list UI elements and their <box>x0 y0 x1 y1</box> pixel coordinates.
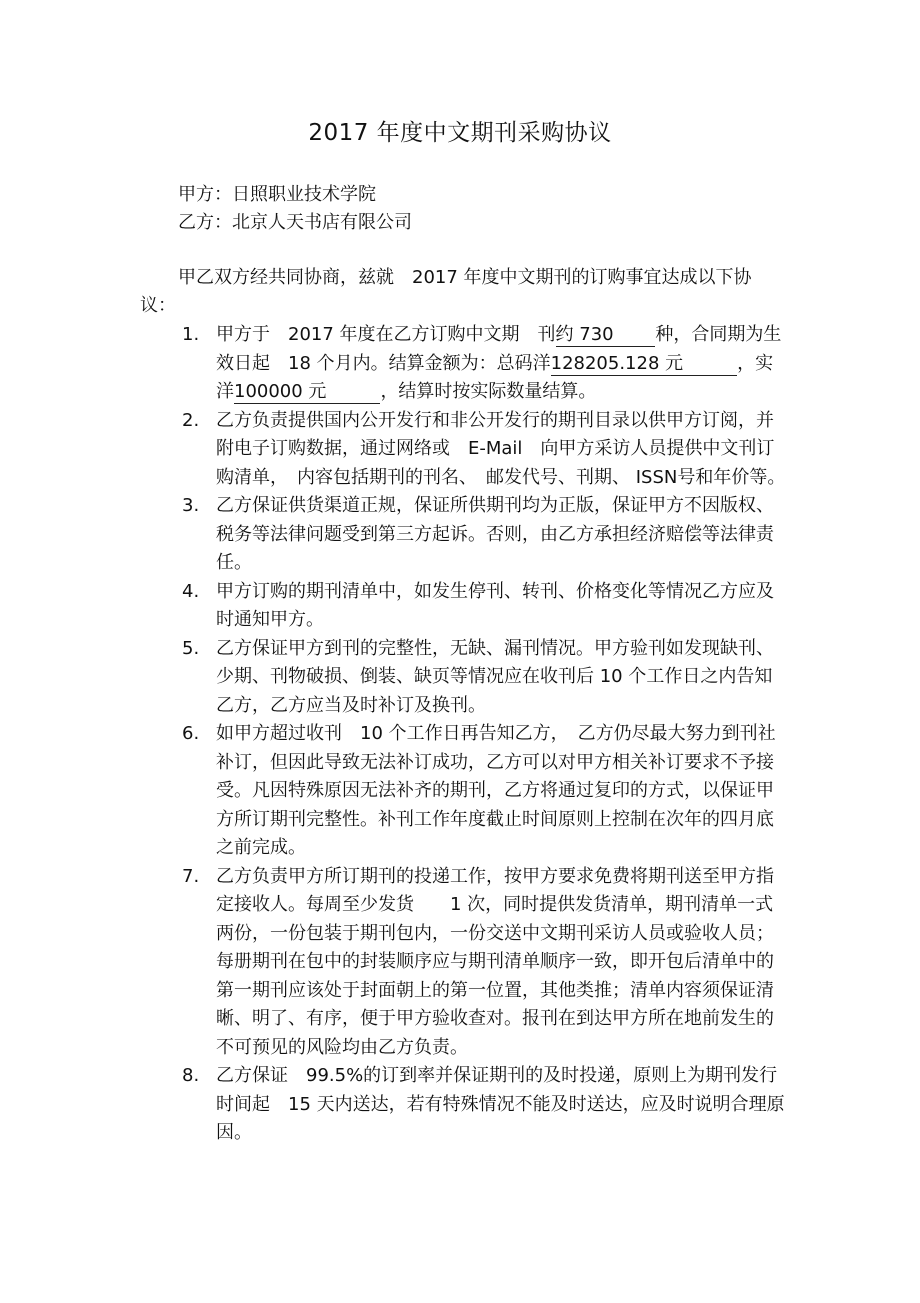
clause-item <box>140 492 790 578</box>
clause-text-part: ，实洋 <box>216 352 774 402</box>
clause-text: 如甲方超过收刊 10 个工作日再告知乙方， 乙方仍尽最大努力到刊社补订，但因此导致无法补订成功，乙方可以对甲方相关补订要求不予接受。凡因特殊原因无法补齐的期刊，乙方将通过复印的方式，以保证甲方所订期刊完整性。补刊工作年度截止时间原则上控制在次年的四月底之前完成。 <box>216 723 776 858</box>
intro-paragraph: 甲乙双方经共同协商，兹就 2017 年度中文期刊的订购事宜达成以下协议： <box>140 267 752 316</box>
clause-item <box>140 863 790 1063</box>
clause-item <box>140 321 790 407</box>
clause-text: 乙方保证供货渠道正规，保证所供期刊均为正版，保证甲方不因版权、税务等法律问题受到第三方起诉。否则，由乙方承担经济赔偿等法律责任。 <box>216 495 774 573</box>
clause-text: 乙方保证甲方到刊的完整性，无缺、漏刊情况。甲方验刊如发现缺刊、少期、刊物破损、倒装、缺页等情况应在收刊后 10 个工作日之内告知乙方，乙方应当及时补订及换刊。 <box>216 637 774 716</box>
clause-number: 4. <box>182 580 200 602</box>
clause-text: 乙方保证 99.5%的订到率并保证期刊的及时投递，原则上为期刊发行时间起 15 天内送达，若有特殊情况不能及时送达，应及时说明合理原因。 <box>216 1065 785 1143</box>
clause-number: 7. <box>182 865 200 887</box>
clause-text-part: 种，合同期为生效日起 18 个月内。结算金额为：总码洋 <box>216 324 782 374</box>
clause-number: 6. <box>182 723 200 744</box>
clause-text-part: ，结算时按实际数量结算。 <box>380 381 597 402</box>
clause-number: 3. <box>182 495 200 516</box>
clause-list <box>140 321 790 1148</box>
subscription-count: 约 730 <box>555 324 656 345</box>
document-title: 2017 年度中文期刊采购协议 <box>308 120 612 146</box>
clause-text-part: 甲方于 2017 年度在乙方订购中文期 刊 <box>216 324 556 345</box>
actual-amount: 100000 元 <box>234 381 381 402</box>
clause-item <box>140 407 790 493</box>
clause-number: 8. <box>182 1065 200 1086</box>
clause-text: 乙方负责甲方所订期刊的投递工作，按甲方要求免费将期刊送至甲方指定接收人。每周至少发货 1 次，同时提供发货清单，期刊清单一式两份，一份包装于期刊包内，一份交送中文期刊采访人员或验收人员；每册期刊在包中的封装顺序应与期刊清单顺序一致，即开包后清单中的第一期刊应该处于封面朝上的第一位置，其他类推；清单内容须保证清晰、明了、有序，便于甲方验收查对。报刊在到达甲方所在地前发生的不可预见的风险均由乙方负责。 <box>216 865 774 1058</box>
clause-number: 2. <box>182 409 200 431</box>
clause-item <box>140 720 790 863</box>
party-b: 乙方：北京人天书店有限公司 <box>178 212 412 233</box>
party-a: 甲方：日照职业技术学院 <box>178 184 376 205</box>
clause-text: 乙方负责提供国内公开发行和非公开发行的期刊目录以供甲方订阅，并附电子订购数据，通过网络或 E-Mail 向甲方采访人员提供中文刊订购清单， 内容包括期刊的刊名、 邮发代号、刊期、 ISSN号和年价等。 <box>216 409 786 488</box>
clause-number: 5. <box>182 637 200 659</box>
clause-number: 1. <box>182 324 200 345</box>
total-amount: 128205.128 元 <box>550 352 738 374</box>
clause-text: 甲方订购的期刊清单中，如发生停刊、转刊、价格变化等情况乙方应及时通知甲方。 <box>216 580 774 630</box>
clause-item <box>140 1062 790 1148</box>
clause-item <box>140 635 790 721</box>
clause-item <box>140 578 790 635</box>
